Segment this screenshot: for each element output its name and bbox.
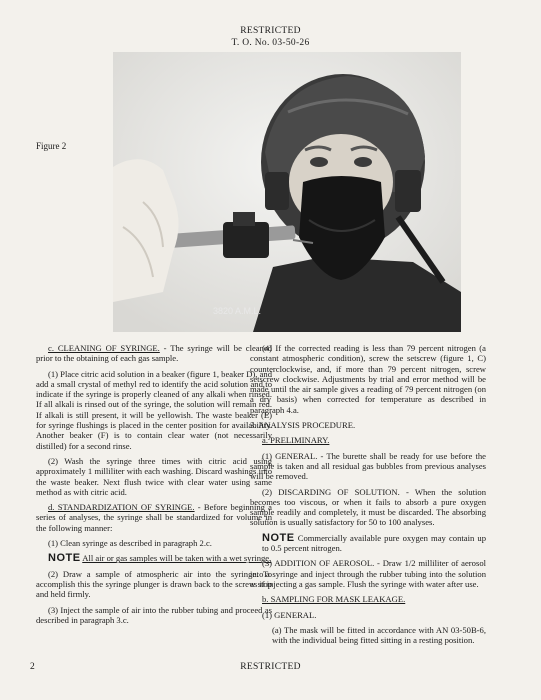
photo-caption: 3820 A.M.L.	[213, 306, 262, 316]
right-column	[250, 343, 486, 650]
paragraph: (1) Place citric acid solution in a beaker (figure 1, beaker D), and add a small crystal of methyl red to identify the acid solution and to indicate if the syringe is properly cleaned of any alkali when rinsed. If all alkali is rinsed out of the syringe, the solution will remain red. If alkali is still present, it will be yellowish. The waste beaker (E) for syringe flushings is placed in the center position for availability. Another beaker (F) is to contain clear water (not necessarily distilled) for a second rinse.	[36, 368, 272, 451]
paragraph: (4) If the corrected reading is less than 79 percent nitrogen (a constant atmospheric condition), screw the setscrew (figure 1, C) counterclockwise, and, if more than 79 percent nitrogen, screw setscrew clockwise. Adjustments by trial and error method will be made until the air sample gives a reading of 79 percent nitrogen (on a dry basis) when corrected for temperature as described in paragraph 4.a.	[250, 343, 486, 415]
note-text: All air or gas samples will be taken with a wet syringe.	[82, 553, 272, 564]
header-classification: RESTRICTED	[240, 26, 301, 36]
page-number: 2	[30, 662, 35, 672]
footer-classification: RESTRICTED	[240, 662, 301, 672]
section-c-text: - The syringe will be cleaned prior to the obtaining of each gas sample.	[36, 343, 272, 364]
left-column	[36, 343, 272, 630]
note-text: Commercially available pure oxygen may contain up to 0.5 percent nitrogen.	[262, 532, 486, 554]
paragraph: (3) ADDITION OF AEROSOL. - Draw 1/2 milliliter of aerosol into a syringe and inject through the rubber tubing into the solution as if injecting a gas sample. Flush the syringe with water after use.	[250, 558, 486, 589]
paragraph: (1) GENERAL.	[262, 609, 317, 620]
paragraph: (3) Inject the sample of air into the rubber tubing and proceed as described in paragraph 3.c.	[36, 604, 272, 625]
paragraph: (a) The mask will be fitted in accordance with AN 03-50B-6, with the individual being fitted sitting in a resting position.	[272, 624, 486, 646]
paragraph: (2) Wash the syringe three times with citric acid using approximately 1 milliliter with each washing. Discard washings into the waste beaker. Next flush twice with clear water using same method as with citric acid.	[36, 455, 272, 497]
figure-label: Figure 2	[36, 141, 67, 151]
paragraph: (2) DISCARDING OF SOLUTION. - When the solution becomes too viscous, or when it fails to absorb a pure oxygen sample readily and completely, it must be discarded. The absorbing solution is usually satisfactory for 50 to 100 analyses.	[250, 486, 486, 528]
subsection-heading: a. PRELIMINARY.	[262, 435, 330, 446]
paragraph: (1) GENERAL. - The burette shall be ready for use before the sample is taken and all residual gas bubbles from previous analyses will be removed.	[250, 450, 486, 482]
section-d-text: - Before beginning a series of analyses, the syringe shall be standardized for volume in the following manner:	[36, 502, 272, 533]
section-heading: 3. ANALYSIS PROCEDURE.	[250, 420, 356, 431]
paragraph: (2) Draw a sample of atmospheric air into the syringe. To accomplish this the syringe plunger is drawn back to the screw stop and held firmly.	[36, 568, 272, 600]
section-d-heading: d. STANDARDIZATION OF SYRINGE.	[48, 502, 195, 513]
section-c-heading: c. CLEANING OF SYRINGE.	[48, 343, 160, 353]
note-label: NOTE	[262, 531, 295, 544]
paragraph: (1) Clean syringe as described in paragraph 2.c.	[48, 538, 212, 549]
header-doc-number: T. O. No. 03-50-26	[231, 38, 310, 48]
subsection-heading: b. SAMPLING FOR MASK LEAKAGE.	[262, 594, 406, 605]
note-label: NOTE	[48, 552, 81, 565]
figure-photo	[113, 52, 461, 332]
